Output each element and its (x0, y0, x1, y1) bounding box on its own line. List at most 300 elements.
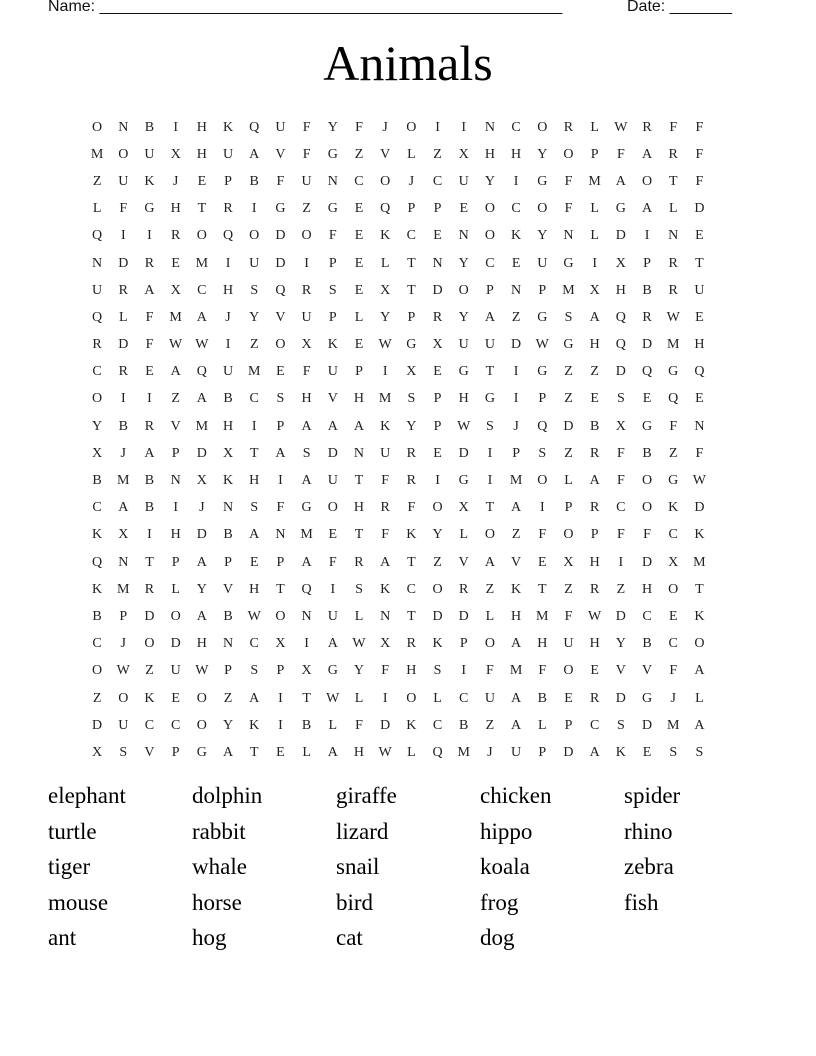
grid-letter[interactable]: A (144, 445, 155, 461)
grid-letter[interactable]: M (509, 473, 523, 489)
grid-letter[interactable]: U (511, 744, 522, 760)
grid-letter[interactable]: F (695, 173, 704, 189)
grid-letter[interactable]: M (117, 581, 130, 597)
grid-letter[interactable]: U (118, 173, 129, 189)
grid-letter[interactable]: R (642, 309, 652, 325)
grid-letter[interactable]: R (459, 581, 469, 597)
grid-letter[interactable]: I (382, 690, 388, 706)
grid-letter[interactable]: S (486, 418, 494, 434)
grid-letter[interactable]: D (432, 608, 443, 624)
grid-letter[interactable]: X (458, 146, 469, 162)
grid-letter[interactable]: A (484, 554, 495, 570)
grid-letter[interactable]: L (354, 690, 364, 706)
grid-letter[interactable]: L (354, 608, 364, 624)
grid-letter[interactable]: A (301, 473, 312, 489)
grid-letter[interactable]: F (616, 146, 625, 162)
grid-letter[interactable]: W (195, 663, 209, 679)
grid-letter[interactable]: F (302, 364, 311, 380)
grid-letter[interactable]: L (171, 581, 180, 597)
grid-letter[interactable]: D (615, 608, 626, 624)
grid-letter[interactable]: H (196, 636, 207, 652)
grid-letter[interactable]: D (92, 717, 103, 733)
grid-letter[interactable]: R (668, 255, 678, 271)
grid-letter[interactable]: P (276, 663, 285, 679)
grid-letter[interactable]: T (485, 500, 495, 516)
grid-letter[interactable]: E (433, 445, 442, 461)
grid-letter[interactable]: N (222, 636, 234, 652)
grid-letter[interactable]: J (199, 500, 205, 516)
grid-letter[interactable]: Y (327, 119, 338, 135)
grid-letter[interactable]: G (668, 364, 679, 380)
grid-letter[interactable]: E (642, 744, 652, 760)
grid-letter[interactable]: U (92, 282, 103, 298)
grid-letter[interactable]: E (642, 391, 652, 407)
grid-letter[interactable]: D (694, 500, 705, 516)
grid-letter[interactable]: W (247, 608, 261, 624)
grid-letter[interactable]: U (222, 364, 234, 380)
grid-letter[interactable]: N (327, 173, 338, 189)
grid-letter[interactable]: Z (668, 445, 678, 461)
grid-letter[interactable]: X (301, 663, 312, 679)
grid-letter[interactable]: G (537, 364, 548, 380)
grid-letter[interactable]: Q (92, 228, 103, 244)
grid-letter[interactable]: L (92, 201, 102, 217)
grid-letter[interactable]: G (406, 337, 417, 353)
grid-letter[interactable]: F (643, 527, 651, 543)
grid-letter[interactable]: Q (432, 744, 443, 760)
grid-letter[interactable]: B (537, 690, 547, 706)
grid-letter[interactable]: A (196, 391, 207, 407)
grid-letter[interactable]: P (433, 391, 442, 407)
grid-letter[interactable]: P (538, 744, 547, 760)
grid-letter[interactable]: K (327, 337, 338, 353)
grid-letter[interactable]: Z (511, 309, 521, 325)
grid-letter[interactable]: X (170, 282, 181, 298)
grid-letter[interactable]: Q (615, 309, 626, 325)
grid-letter[interactable]: O (484, 527, 495, 543)
grid-letter[interactable]: O (537, 473, 548, 489)
grid-letter[interactable]: E (564, 690, 573, 706)
grid-letter[interactable]: D (118, 337, 129, 353)
grid-letter[interactable]: F (328, 554, 337, 570)
grid-letter[interactable]: P (433, 418, 442, 434)
grid-letter[interactable]: R (668, 282, 678, 298)
grid-letter[interactable]: Z (564, 581, 573, 597)
grid-letter[interactable]: I (120, 228, 126, 244)
grid-letter[interactable]: S (669, 744, 678, 760)
grid-letter[interactable]: E (276, 744, 285, 760)
grid-letter[interactable]: M (562, 282, 575, 298)
grid-letter[interactable]: Q (537, 418, 548, 434)
grid-letter[interactable]: P (328, 309, 337, 325)
grid-letter[interactable]: Y (615, 636, 626, 652)
grid-letter[interactable]: X (589, 282, 600, 298)
grid-letter[interactable]: Y (353, 663, 365, 679)
grid-letter[interactable]: R (354, 554, 364, 570)
grid-letter[interactable]: T (249, 445, 259, 461)
grid-letter[interactable]: A (353, 418, 365, 434)
grid-letter[interactable]: J (382, 119, 388, 135)
grid-letter[interactable]: I (251, 201, 257, 217)
grid-letter[interactable]: M (588, 173, 601, 189)
grid-letter[interactable]: M (536, 608, 549, 624)
grid-letter[interactable]: N (301, 608, 312, 624)
grid-letter[interactable]: P (119, 608, 128, 624)
grid-letter[interactable]: W (326, 690, 340, 706)
grid-letter[interactable]: S (695, 744, 704, 760)
grid-letter[interactable]: C (249, 636, 259, 652)
grid-letter[interactable]: O (118, 690, 129, 706)
grid-letter[interactable]: G (563, 337, 574, 353)
grid-letter[interactable]: X (222, 445, 234, 461)
grid-letter[interactable]: I (147, 228, 152, 244)
grid-letter[interactable]: H (641, 581, 653, 597)
grid-letter[interactable]: K (92, 527, 103, 543)
grid-letter[interactable]: Z (590, 364, 599, 380)
grid-letter[interactable]: C (668, 527, 678, 543)
grid-letter[interactable]: G (458, 473, 469, 489)
grid-letter[interactable]: T (354, 473, 364, 489)
grid-letter[interactable]: E (695, 391, 704, 407)
grid-letter[interactable]: B (249, 173, 259, 189)
grid-letter[interactable]: E (276, 364, 285, 380)
grid-letter[interactable]: G (668, 473, 679, 489)
grid-letter[interactable]: H (170, 527, 181, 543)
grid-letter[interactable]: M (666, 337, 680, 353)
grid-letter[interactable]: B (223, 527, 233, 543)
grid-letter[interactable]: S (302, 445, 311, 461)
grid-letter[interactable]: U (694, 282, 705, 298)
grid-letter[interactable]: B (642, 445, 652, 461)
grid-letter[interactable]: I (278, 690, 283, 706)
grid-letter[interactable]: I (173, 119, 178, 135)
grid-letter[interactable]: Z (92, 173, 102, 189)
grid-letter[interactable]: R (92, 337, 102, 353)
grid-letter[interactable]: B (92, 473, 102, 489)
grid-letter[interactable]: B (144, 473, 155, 489)
grid-letter[interactable]: X (668, 554, 679, 570)
grid-letter[interactable]: E (249, 554, 259, 570)
grid-letter[interactable]: K (380, 228, 391, 244)
grid-letter[interactable]: R (301, 282, 312, 298)
grid-letter[interactable]: Q (301, 581, 312, 597)
grid-letter[interactable]: Z (433, 554, 442, 570)
grid-letter[interactable]: R (118, 282, 128, 298)
grid-letter[interactable]: D (196, 527, 207, 543)
grid-letter[interactable]: T (538, 581, 547, 597)
grid-letter[interactable]: C (92, 364, 102, 380)
grid-letter[interactable]: A (301, 418, 312, 434)
grid-letter[interactable]: W (692, 473, 707, 489)
grid-letter[interactable]: X (170, 146, 181, 162)
grid-letter[interactable]: A (641, 201, 653, 217)
grid-letter[interactable]: S (616, 717, 625, 733)
grid-letter[interactable]: I (513, 364, 519, 380)
grid-letter[interactable]: I (461, 663, 467, 679)
grid-letter[interactable]: O (432, 581, 443, 597)
grid-letter[interactable]: K (249, 717, 260, 733)
grid-letter[interactable]: X (615, 418, 626, 434)
grid-letter[interactable]: F (381, 663, 390, 679)
grid-letter[interactable]: N (511, 282, 522, 298)
grid-letter[interactable]: E (354, 282, 364, 298)
grid-letter[interactable]: P (590, 146, 599, 162)
grid-letter[interactable]: X (563, 554, 574, 570)
grid-letter[interactable]: I (278, 473, 283, 489)
grid-letter[interactable]: Q (694, 364, 705, 380)
grid-letter[interactable]: E (668, 608, 678, 624)
grid-letter[interactable]: U (327, 608, 338, 624)
grid-letter[interactable]: D (615, 690, 626, 706)
grid-letter[interactable]: O (537, 119, 548, 135)
grid-letter[interactable]: C (511, 201, 521, 217)
grid-letter[interactable]: N (275, 527, 286, 543)
grid-letter[interactable]: O (275, 608, 286, 624)
grid-letter[interactable]: M (90, 146, 104, 162)
grid-letter[interactable]: O (380, 173, 391, 189)
grid-letter[interactable]: G (327, 663, 338, 679)
grid-letter[interactable]: F (486, 663, 494, 679)
grid-letter[interactable]: C (459, 690, 469, 706)
grid-letter[interactable]: H (170, 201, 181, 217)
grid-letter[interactable]: F (669, 418, 678, 434)
grid-letter[interactable]: H (301, 391, 312, 407)
grid-letter[interactable]: H (353, 500, 365, 516)
grid-letter[interactable]: Z (354, 146, 364, 162)
grid-letter[interactable]: F (381, 473, 390, 489)
grid-letter[interactable]: E (171, 690, 180, 706)
grid-letter[interactable]: O (196, 228, 207, 244)
grid-letter[interactable]: E (590, 663, 599, 679)
grid-letter[interactable]: W (378, 744, 392, 760)
grid-letter[interactable]: O (92, 663, 103, 679)
grid-letter[interactable]: X (615, 255, 626, 271)
grid-letter[interactable]: L (380, 255, 390, 271)
grid-letter[interactable]: P (224, 554, 232, 570)
grid-letter[interactable]: U (249, 255, 260, 271)
grid-letter[interactable]: L (590, 228, 599, 244)
grid-letter[interactable]: F (276, 500, 285, 516)
grid-letter[interactable]: H (222, 418, 234, 434)
grid-letter[interactable]: W (195, 337, 209, 353)
grid-letter[interactable]: V (144, 744, 155, 760)
grid-letter[interactable]: X (432, 337, 443, 353)
grid-letter[interactable]: A (694, 717, 705, 733)
grid-letter[interactable]: R (380, 500, 390, 516)
grid-letter[interactable]: A (589, 309, 600, 325)
grid-letter[interactable]: T (302, 690, 311, 706)
grid-letter[interactable]: F (381, 527, 390, 543)
grid-letter[interactable]: I (539, 500, 545, 516)
grid-letter[interactable]: A (641, 146, 653, 162)
grid-letter[interactable]: I (225, 255, 231, 271)
grid-letter[interactable]: F (695, 119, 704, 135)
grid-letter[interactable]: O (641, 173, 653, 189)
grid-letter[interactable]: X (380, 636, 391, 652)
grid-letter[interactable]: A (327, 636, 338, 652)
grid-letter[interactable]: Y (222, 717, 234, 733)
grid-letter[interactable]: Y (380, 309, 391, 325)
grid-letter[interactable]: M (117, 473, 130, 489)
grid-letter[interactable]: X (118, 527, 129, 543)
grid-letter[interactable]: Y (537, 228, 548, 244)
grid-letter[interactable]: B (223, 391, 233, 407)
grid-letter[interactable]: L (407, 744, 416, 760)
grid-letter[interactable]: D (563, 744, 574, 760)
grid-letter[interactable]: V (275, 309, 286, 325)
grid-letter[interactable]: D (144, 608, 155, 624)
grid-letter[interactable]: L (538, 717, 547, 733)
grid-letter[interactable]: A (589, 744, 600, 760)
grid-letter[interactable]: R (563, 119, 574, 135)
grid-letter[interactable]: F (616, 527, 625, 543)
grid-letter[interactable]: J (513, 418, 519, 434)
grid-letter[interactable]: F (276, 173, 285, 189)
grid-letter[interactable]: U (484, 337, 495, 353)
grid-letter[interactable]: W (378, 337, 392, 353)
grid-letter[interactable]: O (484, 636, 495, 652)
grid-letter[interactable]: E (354, 337, 364, 353)
grid-letter[interactable]: T (407, 608, 416, 624)
grid-letter[interactable]: H (694, 337, 705, 353)
grid-letter[interactable]: U (144, 146, 155, 162)
grid-letter[interactable]: S (276, 391, 285, 407)
grid-letter[interactable]: U (458, 173, 469, 189)
grid-letter[interactable]: F (302, 119, 311, 135)
grid-letter[interactable]: A (380, 554, 391, 570)
grid-letter[interactable]: G (275, 201, 286, 217)
grid-letter[interactable]: W (116, 663, 130, 679)
grid-letter[interactable]: Y (432, 527, 443, 543)
grid-letter[interactable]: P (538, 391, 547, 407)
grid-letter[interactable]: P (328, 255, 337, 271)
grid-letter[interactable]: D (694, 201, 705, 217)
grid-letter[interactable]: C (432, 173, 443, 189)
grid-letter[interactable]: Z (511, 527, 521, 543)
grid-letter[interactable]: A (249, 527, 260, 543)
grid-letter[interactable]: Q (196, 364, 207, 380)
grid-letter[interactable]: M (509, 663, 523, 679)
grid-letter[interactable]: R (589, 581, 600, 597)
grid-letter[interactable]: Z (485, 581, 495, 597)
grid-letter[interactable]: V (615, 663, 626, 679)
grid-letter[interactable]: V (641, 663, 653, 679)
grid-letter[interactable]: P (224, 173, 232, 189)
grid-letter[interactable]: A (301, 554, 312, 570)
grid-letter[interactable]: B (301, 717, 312, 733)
grid-letter[interactable]: F (407, 500, 416, 516)
grid-letter[interactable]: A (327, 744, 338, 760)
grid-letter[interactable]: N (170, 473, 181, 489)
grid-letter[interactable]: E (197, 173, 207, 189)
grid-letter[interactable]: S (250, 500, 259, 516)
grid-letter[interactable]: U (301, 309, 312, 325)
grid-letter[interactable]: B (642, 282, 652, 298)
grid-letter[interactable]: W (457, 418, 471, 434)
grid-letter[interactable]: O (249, 228, 260, 244)
grid-letter[interactable]: F (695, 146, 704, 162)
grid-letter[interactable]: F (302, 146, 311, 162)
grid-letter[interactable]: B (144, 119, 155, 135)
grid-letter[interactable]: Y (196, 581, 207, 597)
grid-letter[interactable]: C (406, 228, 417, 244)
grid-letter[interactable]: O (196, 717, 207, 733)
grid-letter[interactable]: C (144, 717, 155, 733)
grid-letter[interactable]: E (695, 228, 704, 244)
grid-letter[interactable]: A (249, 146, 260, 162)
grid-letter[interactable]: I (382, 364, 388, 380)
grid-letter[interactable]: R (406, 445, 417, 461)
grid-letter[interactable]: G (327, 201, 338, 217)
grid-letter[interactable]: O (668, 581, 679, 597)
grid-letter[interactable]: N (353, 445, 365, 461)
grid-letter[interactable]: H (353, 744, 365, 760)
grid-letter[interactable]: X (196, 473, 207, 489)
grid-letter[interactable]: F (616, 473, 625, 489)
grid-letter[interactable]: N (118, 554, 129, 570)
grid-letter[interactable]: K (222, 473, 234, 489)
grid-letter[interactable]: D (511, 337, 522, 353)
grid-letter[interactable]: R (406, 636, 417, 652)
grid-letter[interactable]: D (432, 282, 443, 298)
grid-letter[interactable]: Y (458, 255, 469, 271)
grid-letter[interactable]: A (694, 663, 705, 679)
grid-letter[interactable]: X (92, 744, 103, 760)
grid-letter[interactable]: L (433, 690, 442, 706)
grid-letter[interactable]: M (195, 418, 209, 434)
grid-letter[interactable]: G (537, 309, 548, 325)
grid-letter[interactable]: Q (668, 391, 679, 407)
grid-letter[interactable]: E (171, 255, 180, 271)
grid-letter[interactable]: H (589, 554, 600, 570)
grid-letter[interactable]: M (300, 527, 313, 543)
grid-letter[interactable]: B (118, 418, 128, 434)
grid-letter[interactable]: T (249, 744, 259, 760)
grid-letter[interactable]: F (328, 228, 337, 244)
grid-letter[interactable]: E (354, 201, 364, 217)
grid-letter[interactable]: B (642, 636, 652, 652)
grid-letter[interactable]: E (433, 228, 442, 244)
grid-letter[interactable]: X (92, 445, 103, 461)
grid-letter[interactable]: F (564, 608, 573, 624)
grid-letter[interactable]: N (380, 608, 391, 624)
grid-letter[interactable]: H (222, 282, 234, 298)
grid-letter[interactable]: O (301, 228, 312, 244)
grid-letter[interactable]: D (615, 228, 626, 244)
grid-letter[interactable]: L (328, 717, 338, 733)
grid-letter[interactable]: K (511, 581, 522, 597)
grid-letter[interactable]: K (92, 581, 103, 597)
grid-letter[interactable]: N (458, 228, 469, 244)
grid-letter[interactable]: A (511, 636, 522, 652)
grid-letter[interactable]: I (330, 581, 336, 597)
grid-letter[interactable]: S (564, 309, 573, 325)
grid-letter[interactable]: I (120, 391, 126, 407)
grid-letter[interactable]: O (327, 500, 338, 516)
grid-letter[interactable]: O (641, 473, 653, 489)
grid-letter[interactable]: D (380, 717, 391, 733)
grid-letter[interactable]: E (695, 309, 704, 325)
grid-letter[interactable]: F (616, 445, 625, 461)
grid-letter[interactable]: C (354, 173, 364, 189)
grid-letter[interactable]: O (484, 201, 495, 217)
grid-letter[interactable]: F (695, 445, 704, 461)
grid-letter[interactable]: B (223, 608, 233, 624)
grid-letter[interactable]: A (196, 608, 207, 624)
grid-letter[interactable]: R (223, 201, 233, 217)
grid-letter[interactable]: F (538, 527, 547, 543)
grid-letter[interactable]: H (249, 581, 260, 597)
